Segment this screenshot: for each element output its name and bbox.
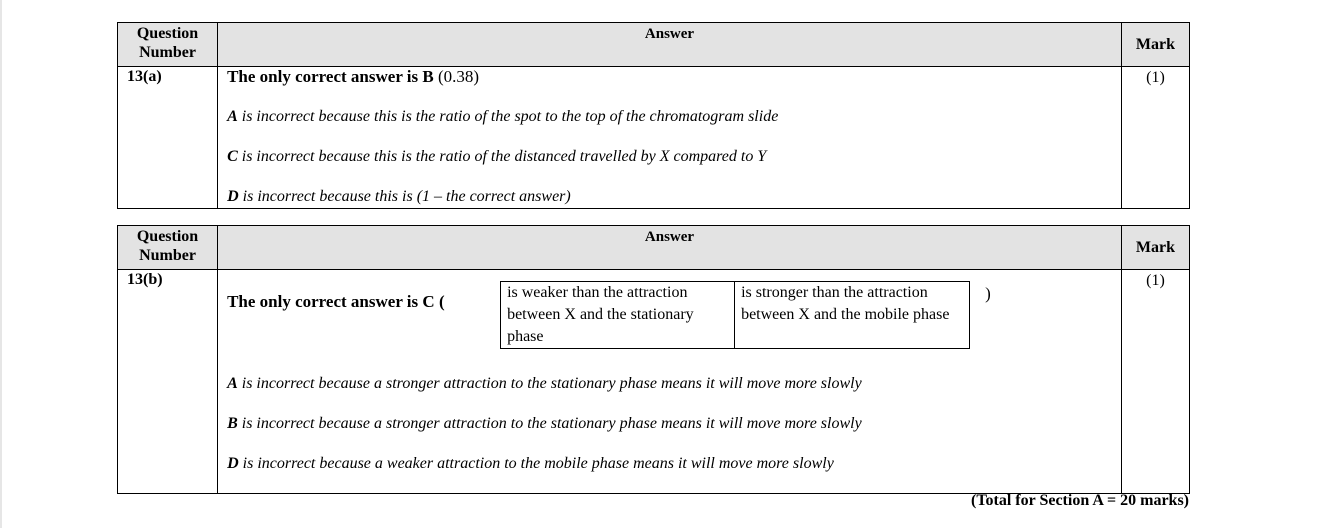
- question-number: 13(a): [118, 67, 218, 209]
- page-left-edge: [0, 0, 2, 528]
- reason-line: A is incorrect because this is the ratio of the spot to the top of the chromatogram slide: [227, 108, 779, 125]
- option-right-text: is stronger than the attraction between X and the mobile phase: [735, 282, 970, 349]
- markscheme-table-13b: [117, 225, 1190, 494]
- header-row: [118, 226, 1190, 270]
- correct-answer-block: [227, 270, 1121, 350]
- answer-header: Answer: [218, 23, 1122, 67]
- option-left-text: is weaker than the attraction between X and the stationary phase: [501, 282, 735, 349]
- reason-line: C is incorrect because this is the ratio of the distanced travelled by X compared to Y: [227, 148, 767, 165]
- answer-cell: [218, 270, 1122, 494]
- question-number: 13(b): [118, 270, 218, 494]
- question-number-header: Question Number: [118, 23, 218, 67]
- mark-header: Mark: [1121, 226, 1189, 270]
- reason-line: A is incorrect because a stronger attraction to the stationary phase means it will move more slowly: [227, 375, 862, 392]
- reason-line: D is incorrect because this is (1 – the correct answer): [227, 188, 571, 205]
- reason-line: D is incorrect because a weaker attraction to the mobile phase means it will move more slowly: [227, 455, 834, 472]
- answer-row: [118, 270, 1190, 494]
- answer-header: Answer: [218, 226, 1122, 270]
- mark-header: Mark: [1121, 23, 1189, 67]
- question-number-header: Question Number: [118, 226, 218, 270]
- header-row: [118, 23, 1190, 67]
- answer-row: [118, 67, 1190, 209]
- correct-answer-line: The only correct answer is B (0.38): [227, 67, 480, 86]
- markscheme-table-13a: [117, 22, 1190, 209]
- reason-line: B is incorrect because a stronger attraction to the stationary phase means it will move more slowly: [227, 415, 862, 432]
- answer-option-box: [500, 281, 970, 349]
- mark-value: (1): [1121, 270, 1189, 494]
- close-paren: ): [985, 284, 991, 303]
- correct-answer-line: The only correct answer is C (: [227, 292, 445, 311]
- mark-value: (1): [1121, 67, 1189, 209]
- answer-cell: [218, 67, 1122, 209]
- section-total: (Total for Section A = 20 marks): [971, 492, 1190, 509]
